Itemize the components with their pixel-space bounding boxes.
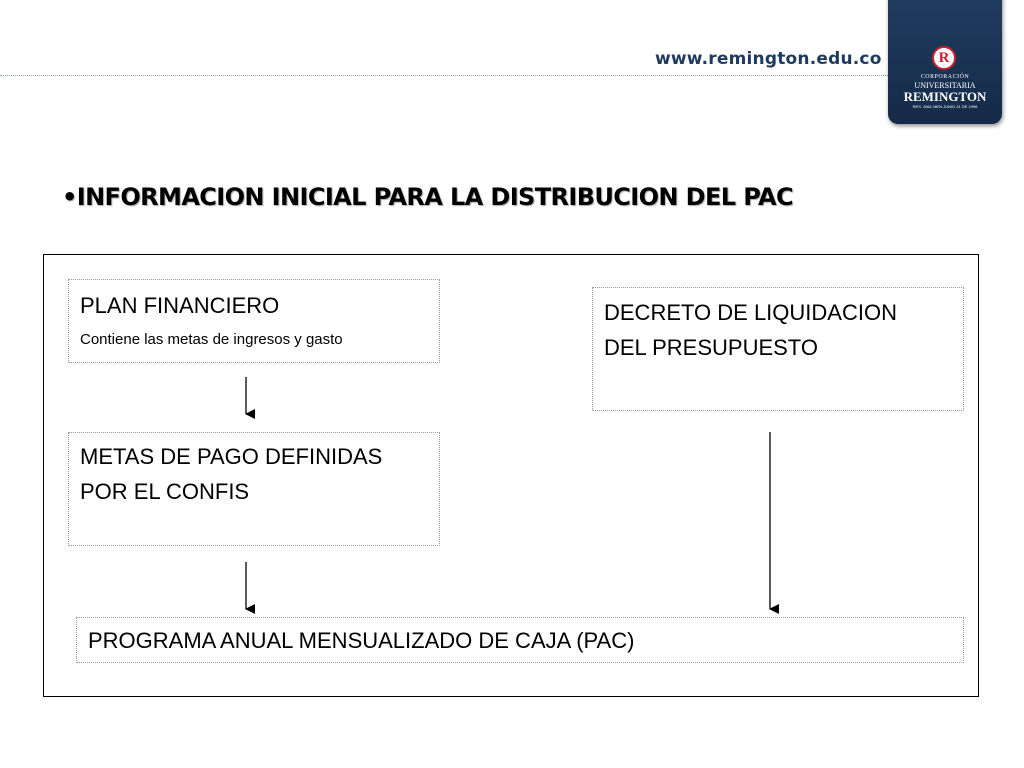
logo-line-corporacion: CORPORACIÓN (920, 74, 970, 80)
plan-financiero-title: PLAN FINANCIERO (80, 293, 280, 318)
decreto-line-2: DEL PRESUPUESTO (604, 335, 818, 360)
logo-line-resolution: RES. 2661 MEN JUNIO 21 DE 1996 (912, 104, 978, 109)
metas-line-1: METAS DE PAGO DEFINIDAS (80, 444, 383, 469)
decreto-line-1: DECRETO DE LIQUIDACION (604, 300, 897, 325)
slide-title: •INFORMACION INICIAL PARA LA DISTRIBUCION DEL PAC (62, 183, 794, 211)
website-link[interactable]: www.remington.edu.co (655, 49, 882, 69)
metas-line-2: POR EL CONFIS (80, 479, 250, 504)
logo-emblem-icon: R (932, 46, 956, 70)
pac-label: PROGRAMA ANUAL MENSUALIZADO DE CAJA (PAC) (88, 628, 635, 653)
plan-financiero-subtitle: Contiene las metas de ingresos y gasto (80, 331, 343, 348)
logo-line-remington: REMINGTON (903, 89, 987, 104)
logo-line-universitaria: UNIVERSITARIA (914, 81, 976, 90)
